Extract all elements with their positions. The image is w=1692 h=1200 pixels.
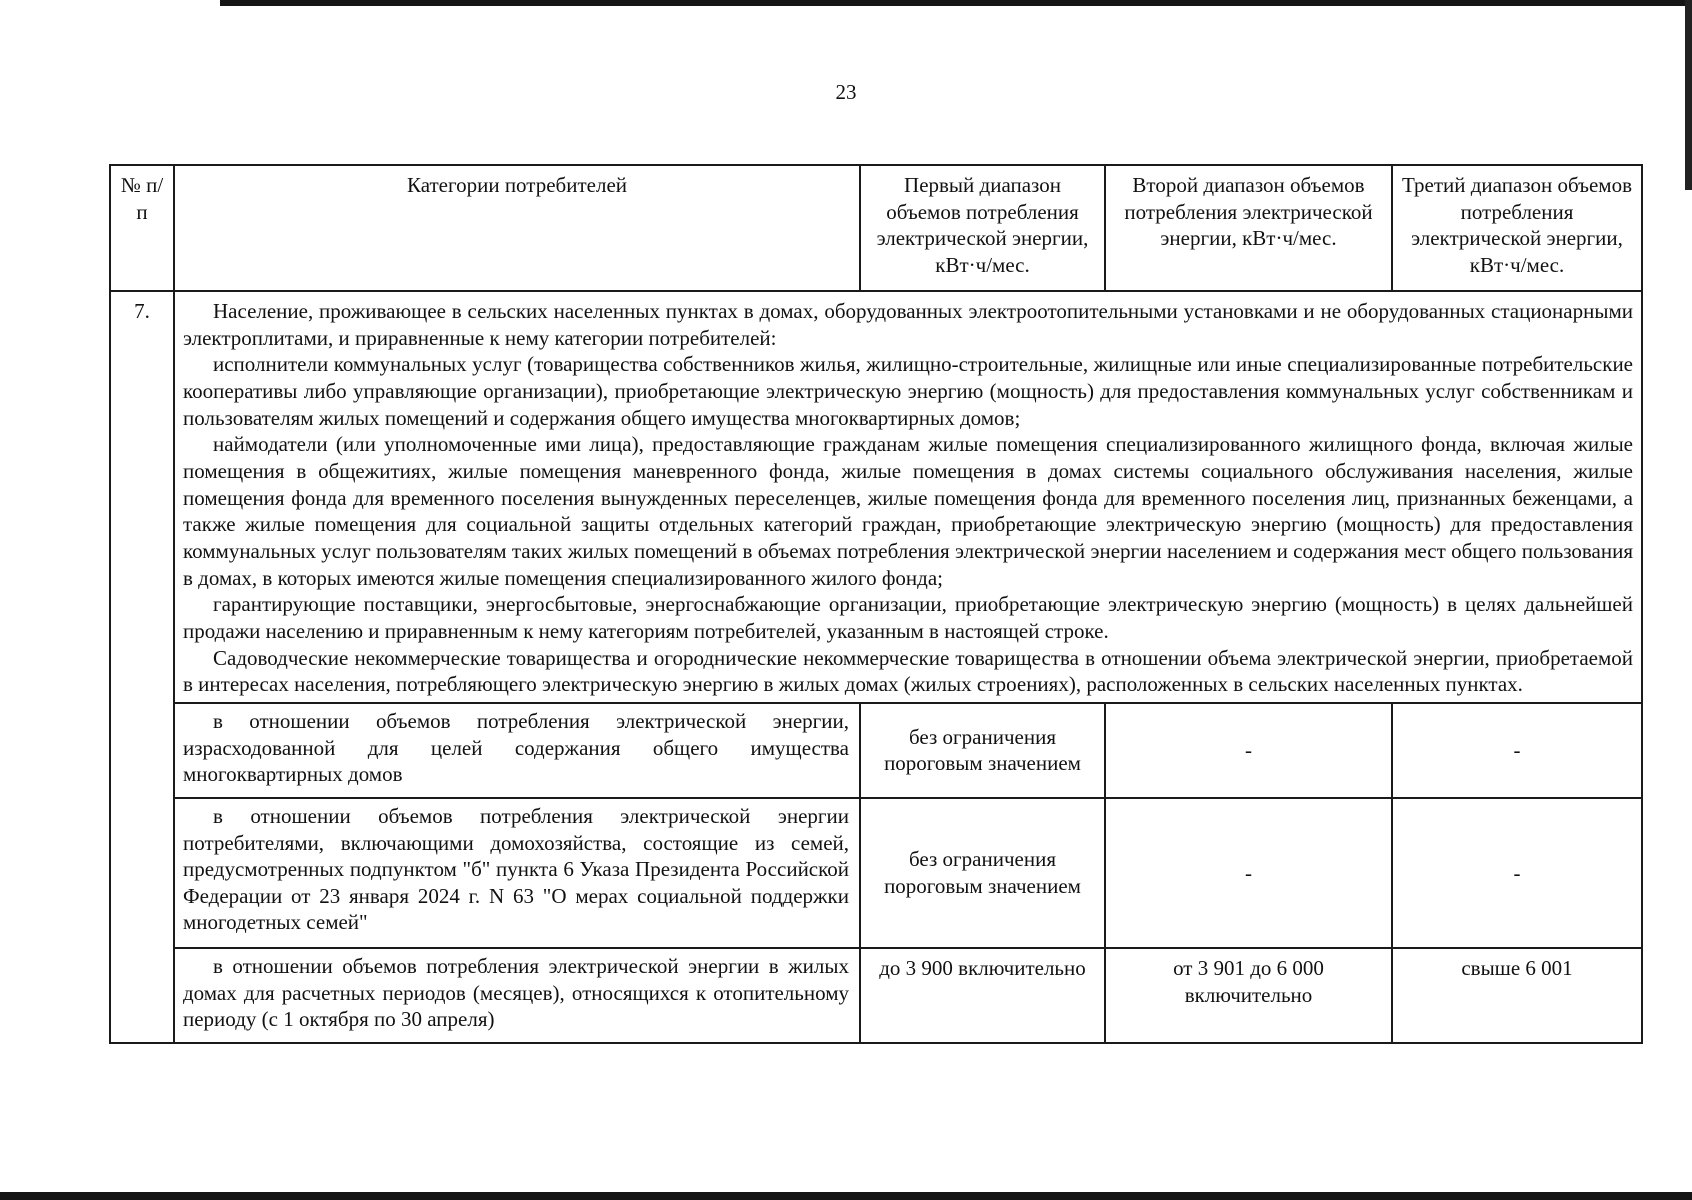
subrow-range-2: от 3 901 до 6 000 включительно [1105, 948, 1392, 1043]
subrow-range-1: без ограничения пороговым значением [860, 798, 1105, 948]
scan-edge-top [220, 0, 1692, 6]
row-7-paragraph: наймодатели (или уполномоченные ими лица), предоставляющие гражданам жилые помещения специализированного жилищного фонда, включая жилые помещения в общежитиях, жилые помещения маневренного фонда, жилые помещения в домах системы социального обслуживания населения, жилые помещения фонда для временного поселения вынужденных переселенцев, жилые помещения фонда для временного поселения лиц, признанных беженцами, а также жилые помещения для социальной защиты отдельных категорий граждан, приобретающие электрическую энергию (мощность) для предоставления коммунальных услуг пользователям таких жилых помещений в объемах потребления электрической энергии населением и содержания мест общего пользования в домах, в которых имеются жилые помещения специализированного жилого фонда; [183, 432, 1633, 590]
scan-edge-right [1685, 0, 1692, 190]
subrow-description: в отношении объемов потребления электрической энергии в жилых домах для расчетных периодов (месяцев), относящихся к отопительному периоду (с 1 октября по 30 апреля) [174, 948, 860, 1043]
scan-edge-bottom [0, 1192, 1692, 1200]
consumer-categories-table [109, 164, 1643, 1044]
header-num: № п/п [110, 165, 174, 291]
subrow-range-2: - [1105, 798, 1392, 948]
table-header-row [110, 165, 1642, 291]
row-7-number: 7. [110, 291, 174, 1043]
subrow-range-3: свыше 6 001 [1392, 948, 1642, 1043]
subrow-range-1: без ограничения пороговым значением [860, 703, 1105, 798]
row-7-paragraph: гарантирующие поставщики, энергосбытовые, энергоснабжающие организации, приобретающие электрическую энергию (мощность) в целях дальнейшей продажи населению и приравненным к нему категориям потребителей, указанным в настоящей строке. [183, 592, 1633, 643]
row-7-category-text [174, 291, 1642, 703]
header-category: Категории потребителей [174, 165, 860, 291]
subrow-range-2: - [1105, 703, 1392, 798]
row-7-paragraph: Население, проживающее в сельских населенных пунктах в домах, оборудованных электроотопительными установками и не оборудованных стационарными электроплитами, и приравненные к нему категории потребителей: [183, 299, 1633, 350]
subrow-range-1: до 3 900 включительно [860, 948, 1105, 1043]
page-number: 23 [835, 80, 857, 104]
row-7-paragraph: исполнители коммунальных услуг (товарищества собственников жилья, жилищно-строительные, жилищные или иные специализированные потребительские кооперативы либо управляющие организации), приобретающие электрическую энергию (мощность) для предоставления коммунальных услуг собственникам и пользователям жилых помещений и содержания общего имущества многоквартирных домов; [183, 352, 1633, 430]
header-range-2: Второй диапазон объемов потребления электрической энергии, кВт·ч/мес. [1105, 165, 1392, 291]
row-7-paragraph: Садоводческие некоммерческие товарищества и огороднические некоммерческие товарищества в отношении объема электрической энергии, приобретаемой в интересах населения, потребляющего электрическую энергию в жилых домах (жилых строениях), расположенных в сельских населенных пунктах. [183, 645, 1633, 697]
table-row-7-main [110, 291, 1642, 703]
table-subrow [110, 798, 1642, 948]
subrow-range-3: - [1392, 798, 1642, 948]
header-range-3: Третий диапазон объемов потребления электрической энергии, кВт·ч/мес. [1392, 165, 1642, 291]
header-range-1: Первый диапазон объемов потребления электрической энергии, кВт·ч/мес. [860, 165, 1105, 291]
table-subrow [110, 703, 1642, 798]
subrow-description: в отношении объемов потребления электрической энергии, израсходованной для целей содержания общего имущества многоквартирных домов [174, 703, 860, 798]
subrow-description: в отношении объемов потребления электрической энергии потребителями, включающими домохозяйства, состоящие из семей, предусмотренных подпунктом "б" пункта 6 Указа Президента Российской Федерации от 23 января 2024 г. N 63 "О мерах социальной поддержки многодетных семей" [174, 798, 860, 948]
table-subrow [110, 948, 1642, 1043]
subrow-range-3: - [1392, 703, 1642, 798]
